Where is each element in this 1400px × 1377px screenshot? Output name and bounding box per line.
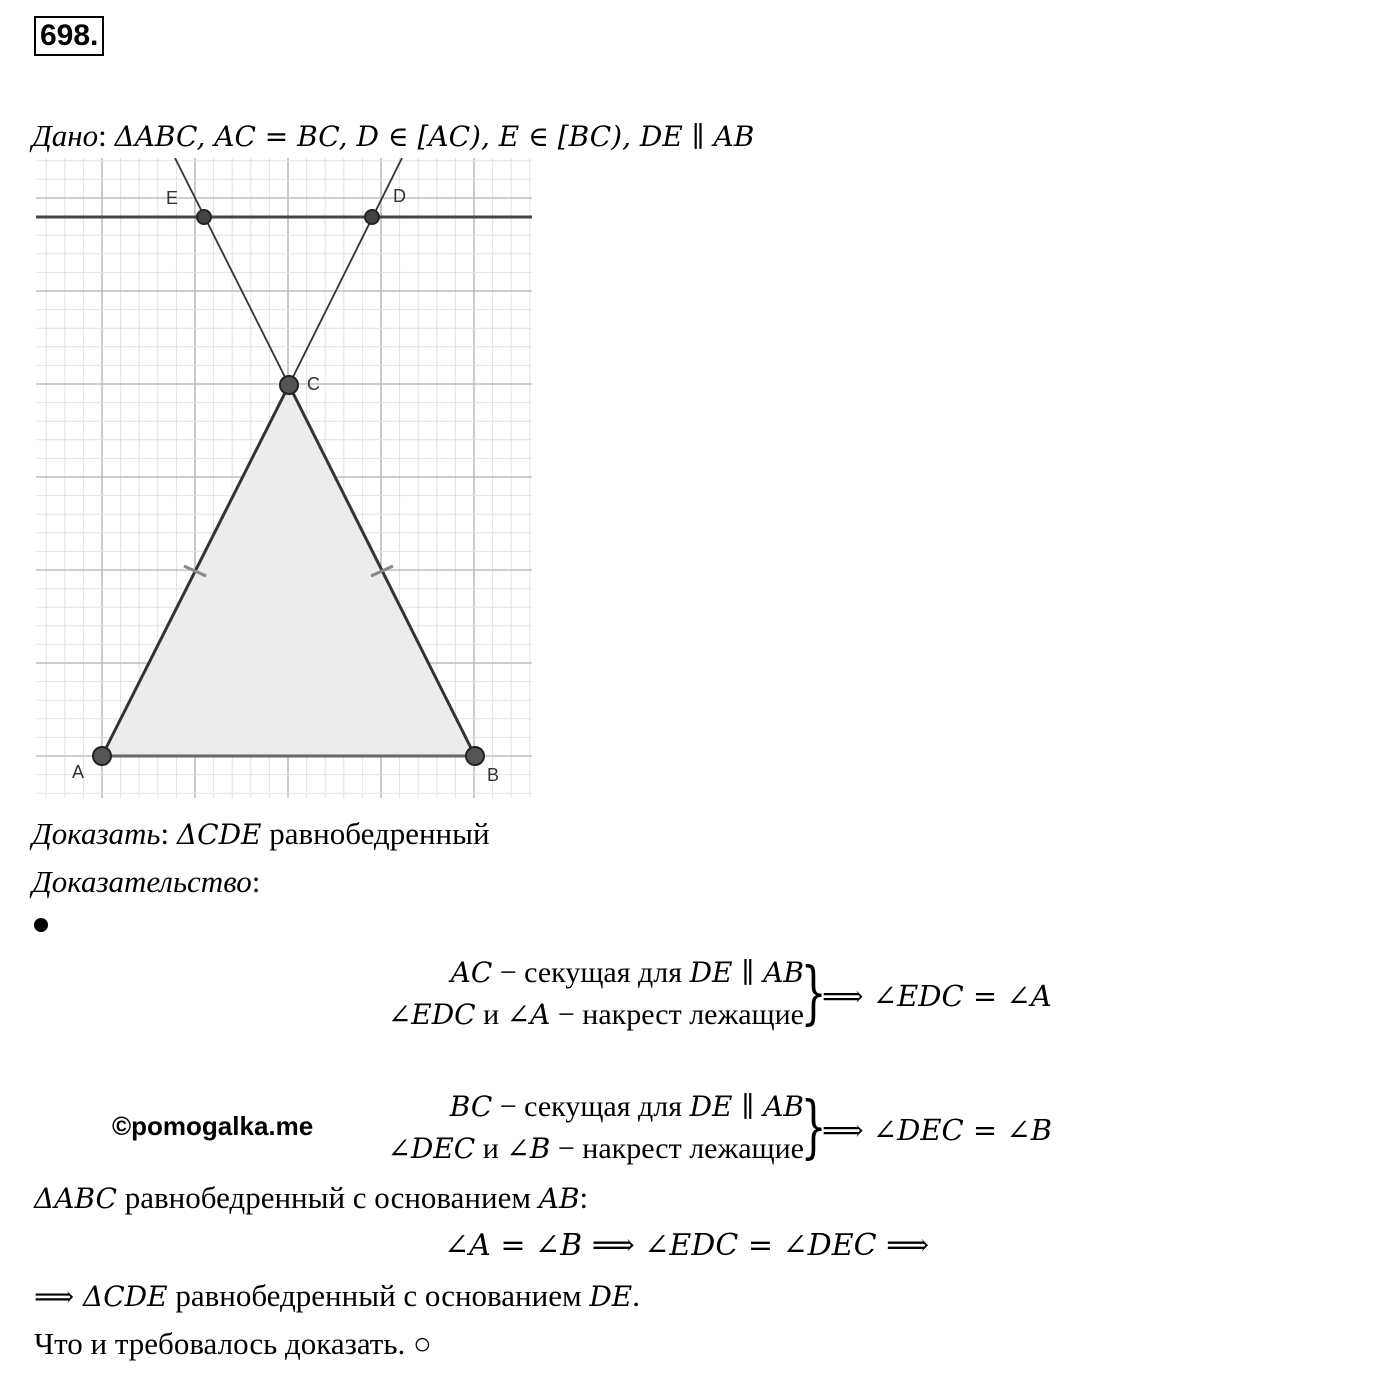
prove-line: Доказать: ΔCDE равнобедренный: [32, 816, 490, 851]
system-1-line-1: AC − секущая для DE ∥ AB: [450, 956, 804, 989]
system-2-line-2: ∠DEC и ∠B − накрест лежащие: [387, 1132, 804, 1165]
proof-heading: Доказательство:: [32, 864, 261, 899]
statement-2: ⟹ ΔCDE равнобедренный с основанием DE.: [34, 1278, 640, 1313]
label-d: D: [393, 186, 406, 206]
brace-1: }: [800, 954, 827, 1033]
point-a: [93, 747, 111, 765]
problem-number: 698.: [34, 16, 104, 56]
point-c: [280, 376, 298, 394]
prove-math: ΔCDE: [176, 818, 262, 851]
proof-label: Доказательство: [32, 864, 252, 899]
label-c: C: [307, 374, 320, 394]
system-1-line-2: ∠EDC и ∠A − накрест лежащие: [387, 998, 804, 1031]
brace-2: }: [800, 1088, 827, 1167]
given-label: Дано: [32, 118, 99, 153]
label-e: E: [166, 188, 179, 208]
system-1-conclusion: ⟹ ∠EDC = ∠A: [822, 979, 1052, 1013]
prove-label: Доказать: [32, 816, 161, 851]
system-2-line-1: BC − секущая для DE ∥ AB: [449, 1090, 804, 1123]
point-e: [197, 210, 211, 224]
statement-1: ΔABC равнобедренный с основанием AB:: [34, 1180, 589, 1215]
system-1: [388, 952, 804, 1036]
prove-text: равнобедренный: [269, 816, 490, 851]
point-d: [365, 210, 379, 224]
qed-line: Что и требовалось доказать. ○: [34, 1326, 432, 1361]
watermark: ©pomogalka.me: [112, 1111, 314, 1141]
ray-cd: [289, 158, 402, 385]
label-b: B: [487, 765, 500, 785]
system-2: [387, 1086, 804, 1170]
point-b: [466, 747, 484, 765]
given-line: Дано: ΔABC, AC = BC, D ∈ [AC), E ∈ [BC), DE ∥ AB: [32, 118, 755, 153]
given-math: ΔABC, AC = BC, D ∈ [AC), E ∈ [BC), DE ∥ AB: [114, 120, 755, 153]
geometry-figure: [34, 158, 534, 808]
label-a: A: [72, 762, 85, 782]
system-2-conclusion: ⟹ ∠DEC = ∠B: [822, 1113, 1053, 1147]
equation-line: ∠A = ∠B ⟹ ∠EDC = ∠DEC ⟹: [444, 1228, 930, 1263]
bullet: [34, 918, 48, 932]
